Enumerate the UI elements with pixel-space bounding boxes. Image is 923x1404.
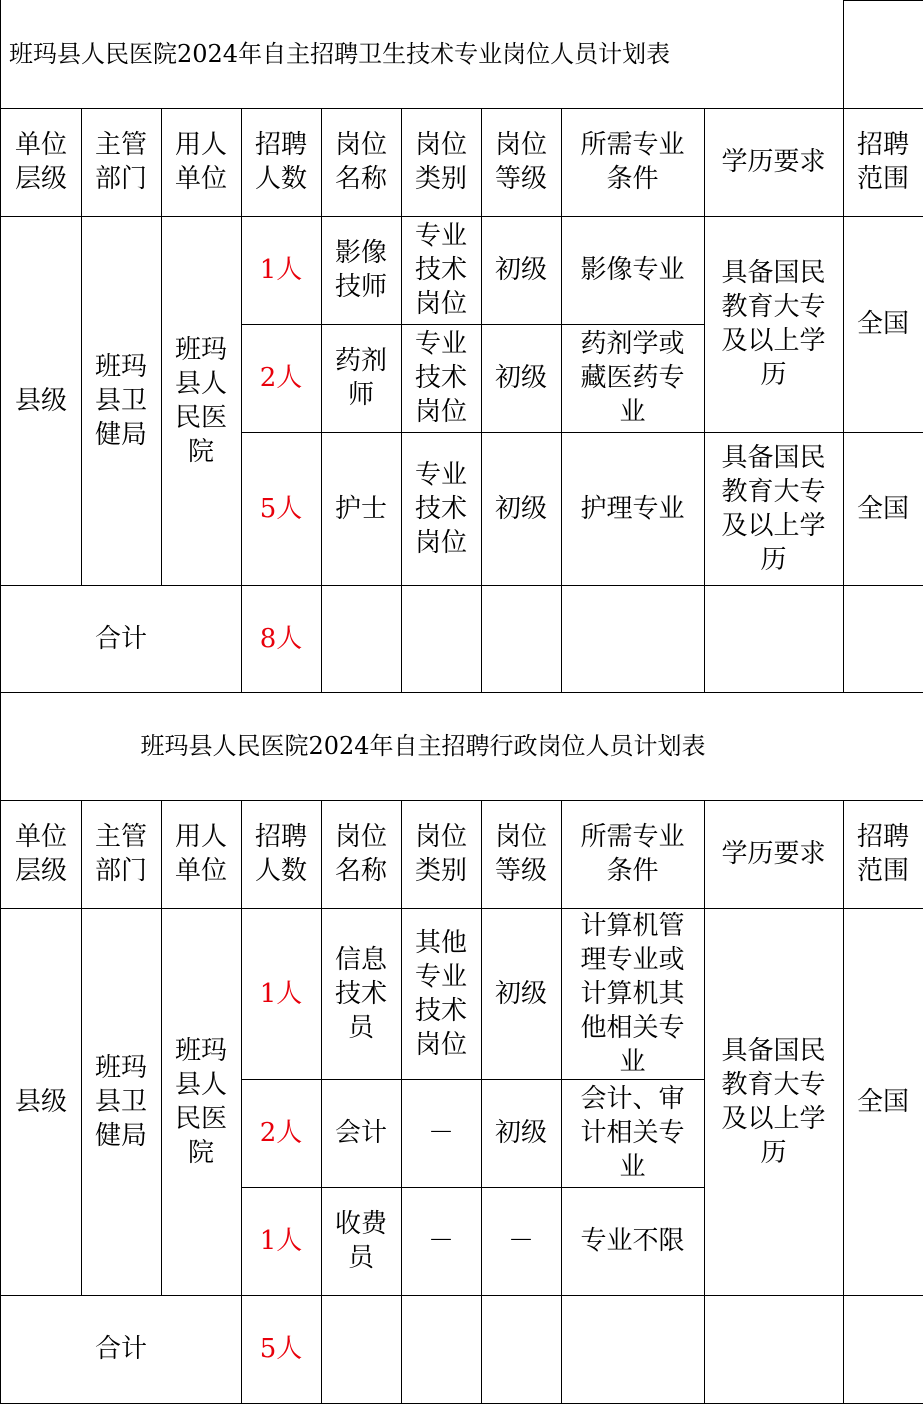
- table2-row1-post-name: 信息技术员: [334, 944, 387, 1043]
- table1-scope-b: 全国: [856, 493, 909, 524]
- table1-header-post-type: 岗位类别: [414, 130, 467, 194]
- table1-row1-count: 1人: [259, 255, 303, 285]
- table2-row3-post-name: 收费员: [334, 1209, 387, 1273]
- table2-header-employer: 用人单位: [174, 822, 227, 886]
- table1-education-a: 具备国民教育大专及以上学历: [721, 258, 826, 390]
- table1-row2-post-type: 专业技术岗位: [414, 329, 467, 427]
- table1-scope-a: 全国: [856, 309, 909, 339]
- table1-level: 县级: [14, 385, 67, 416]
- table2-title: 班玛县人民医院2024年自主招聘行政岗位人员计划表: [140, 732, 706, 760]
- table1-row3-major: 护理专业: [580, 493, 685, 524]
- table2-row3-count: 1人: [259, 1226, 303, 1256]
- table1-row3-post-name: 护士: [334, 493, 387, 524]
- table2-header-post-grade: 岗位等级: [494, 822, 547, 886]
- table2-employer: 班玛县人民医院: [174, 1035, 227, 1168]
- table1-row2-major: 药剂学或藏医药专业: [580, 329, 685, 427]
- table2-scope: 全国: [856, 1086, 909, 1117]
- table2-row1-post-type: 其他专业技术岗位: [414, 927, 467, 1060]
- table1-row2-post-name: 药剂师: [334, 346, 387, 410]
- table2-header-post-name: 岗位名称: [334, 822, 387, 886]
- table2-header-level: 单位层级: [14, 822, 67, 886]
- table1-row1-post-type: 专业技术岗位: [414, 221, 467, 319]
- table2-row2-count: 2人: [259, 1118, 303, 1148]
- table1-header-scope: 招聘范围: [856, 130, 909, 194]
- table1-row1-post-name: 影像技师: [334, 238, 387, 302]
- table2-row1-post-grade: 初级: [494, 978, 547, 1009]
- table1-header-post-name: 岗位名称: [334, 130, 387, 194]
- table2-header-dept: 主管部门: [94, 822, 147, 886]
- table1-header-count: 招聘人数: [254, 130, 307, 194]
- table2-row1-major: 计算机管理专业或计算机其他相关专业: [580, 910, 685, 1077]
- table2-header-scope: 招聘范围: [856, 822, 909, 886]
- table1-title-inner-border: [843, 0, 844, 108]
- table1-row3-post-grade: 初级: [494, 493, 547, 524]
- table1-header-employer: 用人单位: [174, 130, 227, 194]
- table2-row2-major: 会计、审计相关专业: [580, 1084, 685, 1182]
- table2-row3-post-grade: －: [507, 1226, 534, 1256]
- table1-row3-count: 5人: [259, 493, 303, 524]
- table2-row3-major: 专业不限: [580, 1226, 685, 1256]
- table2-header-education: 学历要求: [721, 839, 826, 869]
- table1-employer: 班玛县人民医院: [174, 334, 227, 467]
- table2-header-major: 所需专业条件: [580, 822, 685, 886]
- table1-dept: 班玛县卫健局: [94, 351, 147, 450]
- table1-total-label: 合计: [94, 623, 147, 654]
- table1-row1-major: 影像专业: [580, 255, 685, 285]
- table2-row1-count: 1人: [259, 978, 303, 1009]
- table1-header-major: 所需专业条件: [580, 130, 685, 194]
- table1-row3-post-type: 专业技术岗位: [414, 459, 467, 558]
- table2-level: 县级: [14, 1086, 67, 1117]
- table2-row2-post-grade: 初级: [494, 1118, 547, 1148]
- table1-title-right-top-border: [843, 0, 923, 1]
- table1-row2-post-grade: 初级: [494, 363, 547, 393]
- table2-total-count: 5人: [259, 1334, 303, 1364]
- table2-row2-post-type: －: [427, 1118, 454, 1148]
- table2-header-post-type: 岗位类别: [414, 822, 467, 886]
- table1-header-post-grade: 岗位等级: [494, 130, 547, 194]
- table1-header-education: 学历要求: [721, 147, 826, 177]
- table2-education: 具备国民教育大专及以上学历: [721, 1035, 826, 1168]
- table1-title: 班玛县人民医院2024年自主招聘卫生技术专业岗位人员计划表: [9, 40, 671, 68]
- table1-header-level: 单位层级: [14, 130, 67, 194]
- table1-education-b: 具备国民教育大专及以上学历: [721, 442, 826, 575]
- table2-dept: 班玛县卫健局: [94, 1052, 147, 1151]
- table1-row2-count: 2人: [259, 363, 303, 393]
- table2-header-count: 招聘人数: [254, 822, 307, 886]
- table1-header-dept: 主管部门: [94, 130, 147, 194]
- table2-total-label: 合计: [94, 1334, 147, 1364]
- table2-row2-post-name: 会计: [334, 1118, 387, 1148]
- table2-row3-post-type: －: [427, 1226, 454, 1256]
- table1-row1-post-grade: 初级: [494, 255, 547, 285]
- table1-total-count: 8人: [259, 623, 303, 654]
